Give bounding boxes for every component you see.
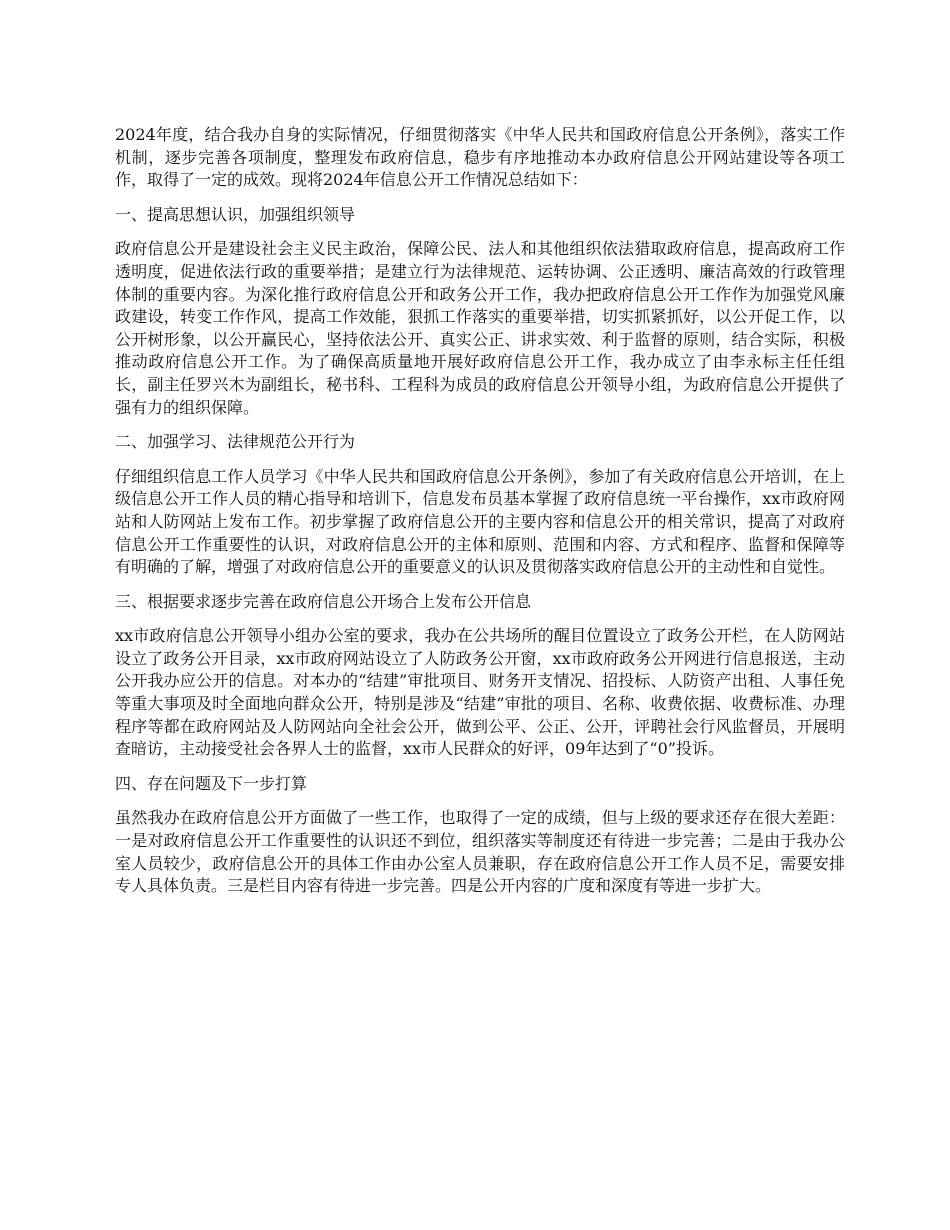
section-4-body: 虽然我办在政府信息公开方面做了一些工作，也取得了一定的成绩，但与上级的要求还存在很大差距：一是对政府信息公开工作重要性的认识还不到位，组织落实等制度还有待进一步完善；二是由于我办公室人员较少，政府信息公开的具体工作由办公室人员兼职，存在政府信息公开工作人员不足，需要安排专人具体负责。三是栏目内容有待进一步完善。四是公开内容的广度和深度有等进一步扩大。 — [115, 808, 845, 896]
section-2-heading: 二、加强学习、法律规范公开行为 — [115, 432, 356, 452]
section-1-body: 政府信息公开是建设社会主义民主政治，保障公民、法人和其他组织依法猎取政府信息，提高政府工作透明度，促进依法行政的重要举措；是建立行为法律规范、运转协调、公正透明、廉洁高效的行政管理体制的重要内容。为深化推行政府信息公开和政务公开工作，我办把政府信息公开工作作为加强党风廉政建设，转变工作作风，提高工作效能，狠抓工作落实的重要举措，切实抓紧抓好，以公开促工作，以公开树形象，以公开赢民心，坚持依法公开、真实公正、讲求实效、利于监督的原则，结合实际，积极推动政府信息公开工作。为了确保高质量地开展好政府信息公开工作，我办成立了由李永标主任任组长，副主任罗兴木为副组长，秘书科、工程科为成员的政府信息公开领导小组，为政府信息公开提供了强有力的组织保障。 — [115, 239, 845, 417]
section-3-heading: 三、根据要求逐步完善在政府信息公开场合上发布公开信息 — [115, 591, 532, 611]
section-1-heading: 一、提高思想认识，加强组织领导 — [115, 204, 356, 224]
section-3-body: xx市政府信息公开领导小组办公室的要求，我办在公共场所的醒目位置设立了政务公开栏，在人防网站设立了政务公开目录，xx市政府网站设立了人防政务公开窗，xx市政府政务公开网进行信息报送，主动公开我办应公开的信息。对本办的“结建”审批项目、财务开支情况、招投标、人防资产出租、人事任免等重大事项及时全面地向群众公开，特别是涉及“结建”审批的项目、名称、收费依据、收费标准、办理程序等都在政府网站及人防网站向全社会公开，做到公平、公正、公开，评聘社会行风监督员，开展明查暗访，主动接受社会各界人士的监督，xx市人民群众的好评，09年达到了“0”投诉。 — [115, 626, 845, 759]
section-4-heading: 四、存在问题及下一步打算 — [115, 773, 308, 793]
document-page — [115, 124, 845, 910]
section-2-body: 仔细组织信息工作人员学习《中华人民共和国政府信息公开条例》，参加了有关政府信息公开培训，在上级信息公开工作人员的精心指导和培训下，信息发布员基本掌握了政府信息统一平台操作，xx市政府网站和人防网站上发布工作。初步掌握了政府信息公开的主要内容和信息公开的相关常识，提高了对政府信息公开工作重要性的认识，对政府信息公开的主体和原则、范围和内容、方式和程序、监督和保障等有明确的了解，增强了对政府信息公开的重要意义的认识及贯彻落实政府信息公开的主动性和自觉性。 — [115, 466, 845, 577]
intro-paragraph: 2024年度，结合我办自身的实际情况，仔细贯彻落实《中华人民共和国政府信息公开条例》，落实工作机制，逐步完善各项制度，整理发布政府信息，稳步有序地推动本办政府信息公开网站建设等各项工作，取得了一定的成效。现将2024年信息公开工作情况总结如下： — [115, 125, 845, 190]
